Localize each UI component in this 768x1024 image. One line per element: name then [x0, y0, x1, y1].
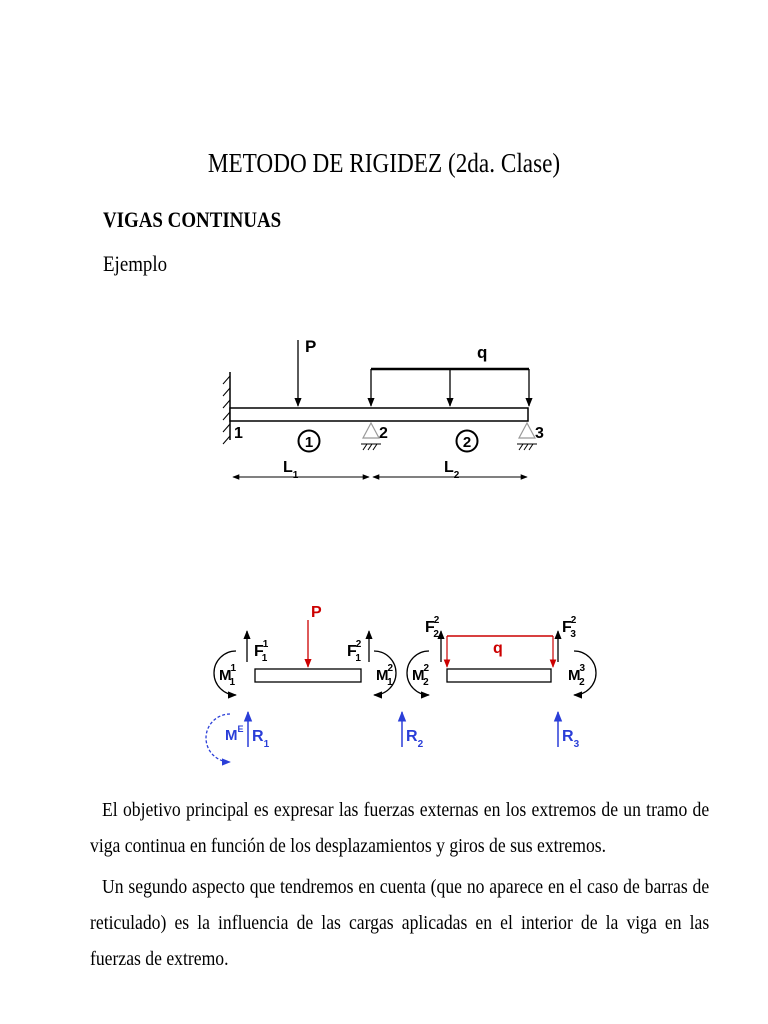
moment-m1-1-label: M1 1 — [219, 663, 236, 688]
force-f1-2-label: F2 1 — [347, 639, 362, 664]
distributed-load-label: q — [477, 343, 488, 362]
node-2-label: 2 — [379, 425, 388, 442]
force-f2-2-label: F2 2 — [425, 615, 440, 640]
subsection-heading: Ejemplo — [103, 251, 168, 276]
element-2-bar — [447, 669, 551, 682]
element-2-label: 2 — [462, 434, 472, 451]
moment-m2-3-label: M3 2 — [568, 663, 586, 688]
fixed-support — [223, 372, 230, 444]
node-3-label: 3 — [535, 425, 544, 442]
reaction-r2-label: $R_2$ — [406, 728, 424, 750]
pin-support-2 — [361, 423, 381, 450]
beam — [230, 408, 528, 421]
node-1-label: 1 — [234, 425, 243, 442]
element-1-load-p-label: P — [311, 604, 322, 621]
element-1-bar — [255, 669, 361, 682]
free-body-figure — [206, 604, 596, 762]
section-heading: VIGAS CONTINUAS — [103, 207, 282, 232]
moment-m1-2-label: M2 1 — [376, 663, 394, 688]
span-1-label: $L_1$ — [283, 459, 299, 481]
force-f1-1-label: F1 1 — [254, 639, 268, 664]
pin-support-3 — [517, 423, 537, 450]
paragraph-1 — [90, 792, 709, 864]
page-title: METODO DE RIGIDEZ (2da. Clase) — [207, 148, 561, 178]
reaction-r1-label: $R_1$ — [252, 728, 270, 750]
paragraph-2 — [90, 869, 709, 977]
point-load-label: P — [305, 337, 317, 356]
reaction-moment-me-label: $M^E$ — [225, 724, 244, 744]
paragraph-1-text: El objetivo principal es expresar las fuerzas externas en los extremos de un tramo de viga continua en función de los desplazamientos y giros de sus extremos. — [90, 799, 710, 857]
paragraph-2-text: Un segundo aspecto que tendremos en cuenta (que no aparece en el caso de barras de reticulado) es la influencia de las cargas aplicadas en el interior de la viga en las fuerzas de extremo. — [90, 876, 710, 970]
continuous-beam-figure — [223, 337, 544, 481]
element-1-label: 1 — [304, 434, 314, 451]
reaction-r3-label: $R_3$ — [562, 728, 580, 750]
span-2-label: $L_2$ — [444, 459, 460, 481]
force-f3-2-label: F2 3 — [562, 615, 577, 640]
moment-m2-2-label: M2 2 — [412, 663, 430, 688]
distributed-load — [371, 369, 529, 406]
element-2-load-q-label: q — [493, 640, 503, 657]
